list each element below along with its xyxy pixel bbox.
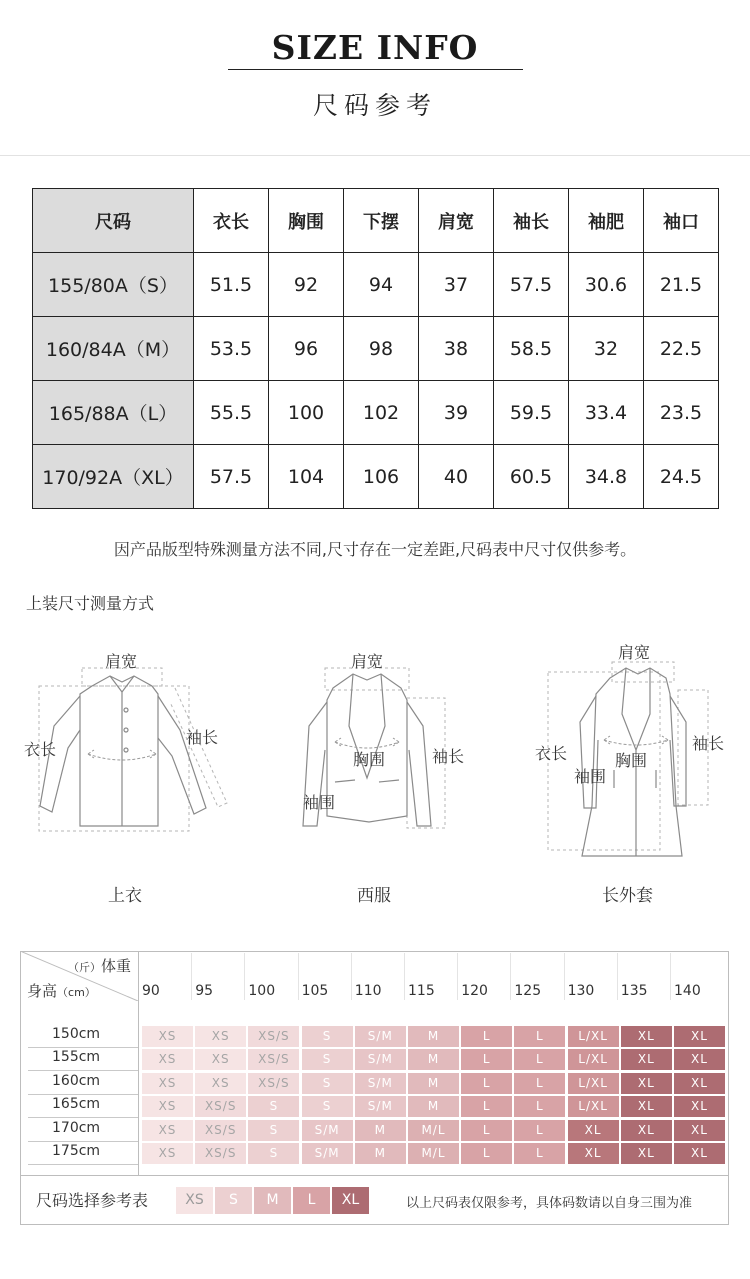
table-header-cell: 尺码 <box>33 189 194 253</box>
table-cell: 40 <box>419 445 494 509</box>
row-divider <box>28 1117 138 1118</box>
size-grid-cell: M <box>408 1073 459 1094</box>
size-grid-cell: XL <box>674 1073 725 1094</box>
table-cell: 33.4 <box>569 381 644 445</box>
table-cell: 51.5 <box>194 253 269 317</box>
size-grid-cell: XL <box>674 1143 725 1164</box>
size-grid-cell: XL <box>674 1096 725 1117</box>
table-header-row <box>33 189 719 253</box>
table-cell: 59.5 <box>494 381 569 445</box>
table-header-cell: 胸围 <box>269 189 344 253</box>
size-grid-cell: XL <box>674 1026 725 1047</box>
size-grid-cell: S/M <box>302 1120 353 1141</box>
table-cell: 32 <box>569 317 644 381</box>
size-grid-cell: XL <box>621 1073 672 1094</box>
size-grid-cell: XS <box>195 1049 246 1070</box>
size-grid-cell: XS <box>195 1026 246 1047</box>
height-row-label: 165cm <box>52 1096 101 1113</box>
table-cell: 92 <box>269 253 344 317</box>
size-grid-cell: S <box>302 1049 353 1070</box>
column-separator <box>298 953 299 1000</box>
suit-chest-label: 胸围 <box>353 750 386 769</box>
height-row-label: 155cm <box>52 1049 101 1066</box>
coat-caption: 长外套 <box>602 886 653 906</box>
size-grid-cell: L/XL <box>568 1026 619 1047</box>
table-cell: 60.5 <box>494 445 569 509</box>
size-table <box>32 188 719 509</box>
height-row-label: 175cm <box>52 1143 101 1159</box>
table-cell: 58.5 <box>494 317 569 381</box>
size-grid-cell: S <box>248 1096 299 1117</box>
weight-axis-label <box>68 955 131 976</box>
title-underline <box>228 69 523 70</box>
height-unit: （cm） <box>57 986 96 999</box>
suit-shoulder-label: 肩宽 <box>351 652 384 671</box>
weight-header: 90 <box>142 983 160 999</box>
legend-swatch: XL <box>332 1187 369 1214</box>
suit-sleeve-label: 袖长 <box>432 747 465 766</box>
size-grid-cell: L <box>461 1073 512 1094</box>
shirt-length-label: 衣长 <box>24 740 57 759</box>
size-grid-cell: S/M <box>355 1049 406 1070</box>
legend-title: 尺码选择参考表 <box>36 1191 149 1210</box>
size-grid-cell: M <box>408 1049 459 1070</box>
row-divider <box>28 1164 138 1165</box>
size-grid-cell: XL <box>621 1026 672 1047</box>
table-row <box>33 253 719 317</box>
height-row-label: 150cm <box>52 1026 101 1042</box>
row-divider <box>28 1141 138 1142</box>
height-row-label: 160cm <box>52 1072 101 1089</box>
weight-header: 120 <box>461 983 488 999</box>
legend-swatch: M <box>254 1187 291 1214</box>
row-divider <box>28 1047 138 1048</box>
shirt-sleeve-label: 袖长 <box>186 728 219 747</box>
size-grid-cell: XL <box>621 1120 672 1141</box>
table-header-cell: 袖口 <box>644 189 719 253</box>
table-header-cell: 袖长 <box>494 189 569 253</box>
size-grid-cell: L <box>461 1049 512 1070</box>
weight-header: 130 <box>567 983 595 999</box>
table-cell: 160/84A（M） <box>33 317 194 381</box>
table-cell: 53.5 <box>194 317 269 381</box>
table-cell: 38 <box>419 317 494 381</box>
shirt-caption: 上衣 <box>108 886 142 906</box>
row-divider <box>28 1094 138 1095</box>
weight-header: 125 <box>514 983 542 999</box>
table-cell: 98 <box>344 317 419 381</box>
size-grid-cell: M <box>408 1026 459 1047</box>
weight-header: 105 <box>301 983 329 999</box>
column-separator <box>191 953 192 1000</box>
size-grid-cell: XL <box>568 1143 619 1164</box>
table-cell: 94 <box>344 253 419 317</box>
size-grid-cell: XS/S <box>248 1026 299 1047</box>
page-title-cn: 尺码参考 <box>312 91 437 120</box>
size-grid-cell: XL <box>568 1120 619 1141</box>
shirt-shoulder-label: 肩宽 <box>105 652 138 671</box>
size-grid-cell: XS <box>142 1026 193 1047</box>
column-separator <box>457 953 458 1000</box>
size-grid-cell: XS <box>142 1096 193 1117</box>
size-grid-cell: L <box>514 1096 565 1117</box>
size-grid-cell: L <box>461 1096 512 1117</box>
weight-unit: （斤） <box>68 961 101 974</box>
column-separator <box>670 953 671 1000</box>
measure-section-title: 上装尺寸测量方式 <box>26 594 155 613</box>
size-grid-cell: XS/S <box>248 1049 299 1070</box>
size-grid-cell: XL <box>674 1120 725 1141</box>
size-grid-cell: L <box>461 1120 512 1141</box>
size-grid-cell: M/L <box>408 1120 459 1141</box>
table-cell: 57.5 <box>494 253 569 317</box>
legend-swatch: S <box>215 1187 252 1214</box>
size-grid-cell: XS <box>142 1143 193 1164</box>
size-grid-cell: XL <box>674 1049 725 1070</box>
size-grid-cell: L <box>514 1049 565 1070</box>
size-grid-cell: XL <box>621 1143 672 1164</box>
weight-header: 140 <box>674 983 701 999</box>
size-grid-cell: XL <box>621 1096 672 1117</box>
weight-label: 体重 <box>101 957 132 975</box>
table-cell: 55.5 <box>194 381 269 445</box>
height-label: 身高 <box>27 982 58 1000</box>
height-row-label: 170cm <box>52 1119 101 1136</box>
size-grid-cell: L/XL <box>568 1073 619 1094</box>
size-grid-cell: L <box>514 1143 565 1164</box>
table-cell: 165/88A（L） <box>33 381 194 445</box>
size-grid-cell: L/XL <box>568 1096 619 1117</box>
coat-chest-label: 胸围 <box>615 751 648 770</box>
column-separator <box>617 953 618 1000</box>
size-grid-cell: M <box>355 1143 406 1164</box>
table-header-cell: 肩宽 <box>419 189 494 253</box>
column-separator <box>351 953 352 1000</box>
weight-header: 115 <box>408 983 435 999</box>
table-cell: 102 <box>344 381 419 445</box>
size-grid-cell: XS/S <box>248 1073 299 1094</box>
chart-divider <box>20 1175 729 1176</box>
table-cell: 155/80A（S） <box>33 253 194 317</box>
table-cell: 170/92A（XL） <box>33 445 194 509</box>
height-axis-label <box>27 980 96 1001</box>
table-cell: 100 <box>269 381 344 445</box>
size-grid-cell: S/M <box>355 1026 406 1047</box>
row-divider <box>28 1070 138 1071</box>
weight-header: 100 <box>248 983 276 999</box>
table-row <box>33 445 719 509</box>
table-cell: 104 <box>269 445 344 509</box>
column-separator <box>404 953 405 1000</box>
table-cell: 24.5 <box>644 445 719 509</box>
size-grid-cell: S <box>302 1026 353 1047</box>
size-grid-cell: XS <box>195 1073 246 1094</box>
size-grid-cell: S <box>302 1073 353 1094</box>
table-row <box>33 381 719 445</box>
coat-sleeve-label: 袖长 <box>692 734 725 753</box>
size-grid-cell: L <box>461 1143 512 1164</box>
size-grid-cell: XS <box>142 1049 193 1070</box>
size-grid-cell: M <box>355 1120 406 1141</box>
table-cell: 39 <box>419 381 494 445</box>
section-divider <box>0 155 750 156</box>
legend-swatch: L <box>293 1187 330 1214</box>
size-disclaimer: 因产品版型特殊测量方法不同,尺寸存在一定差距,尺码表中尺寸仅供参考。 <box>113 540 637 559</box>
coat-cuff-label: 袖围 <box>574 767 607 786</box>
table-cell: 106 <box>344 445 419 509</box>
table-cell: 30.6 <box>569 253 644 317</box>
column-separator <box>244 953 245 1000</box>
table-header-cell: 袖肥 <box>569 189 644 253</box>
table-header-cell: 下摆 <box>344 189 419 253</box>
size-grid-cell: L/XL <box>568 1049 619 1070</box>
column-separator <box>564 953 565 1000</box>
size-grid-cell: XS/S <box>195 1143 246 1164</box>
size-grid-cell: S/M <box>355 1073 406 1094</box>
table-cell: 57.5 <box>194 445 269 509</box>
size-grid-cell: XS <box>142 1120 193 1141</box>
size-grid-cell: L <box>514 1120 565 1141</box>
suit-caption: 西服 <box>357 886 391 906</box>
table-cell: 96 <box>269 317 344 381</box>
legend-footnote: 以上尺码表仅限参考，具体码数请以自身三围为准 <box>406 1196 693 1211</box>
size-grid-cell: M/L <box>408 1143 459 1164</box>
size-grid-cell: L <box>514 1073 565 1094</box>
weight-header: 135 <box>620 983 648 999</box>
coat-length-label: 衣长 <box>535 744 568 763</box>
coat-shoulder-label: 肩宽 <box>618 643 651 662</box>
size-grid-cell: S <box>248 1143 299 1164</box>
table-cell: 37 <box>419 253 494 317</box>
size-grid-cell: XS <box>142 1073 193 1094</box>
table-cell: 34.8 <box>569 445 644 509</box>
legend-swatch: XS <box>176 1187 213 1214</box>
suit-cuff-label: 袖围 <box>303 793 336 812</box>
size-grid-cell: S/M <box>355 1096 406 1117</box>
table-header-cell: 衣长 <box>194 189 269 253</box>
weight-header: 110 <box>354 983 382 999</box>
size-grid-cell: L <box>514 1026 565 1047</box>
size-grid-cell: XL <box>621 1049 672 1070</box>
page-title-en: SIZE INFO <box>271 28 479 67</box>
size-grid-cell: M <box>408 1096 459 1117</box>
table-cell: 22.5 <box>644 317 719 381</box>
size-grid-cell: S <box>248 1120 299 1141</box>
table-row <box>33 317 719 381</box>
table-cell: 23.5 <box>644 381 719 445</box>
weight-header: 95 <box>195 983 214 999</box>
size-grid-cell: L <box>461 1026 512 1047</box>
size-grid-cell: S/M <box>302 1143 353 1164</box>
column-separator <box>510 953 511 1000</box>
table-cell: 21.5 <box>644 253 719 317</box>
size-grid-cell: S <box>302 1096 353 1117</box>
size-grid-cell: XS/S <box>195 1120 246 1141</box>
size-grid-cell: XS/S <box>195 1096 246 1117</box>
